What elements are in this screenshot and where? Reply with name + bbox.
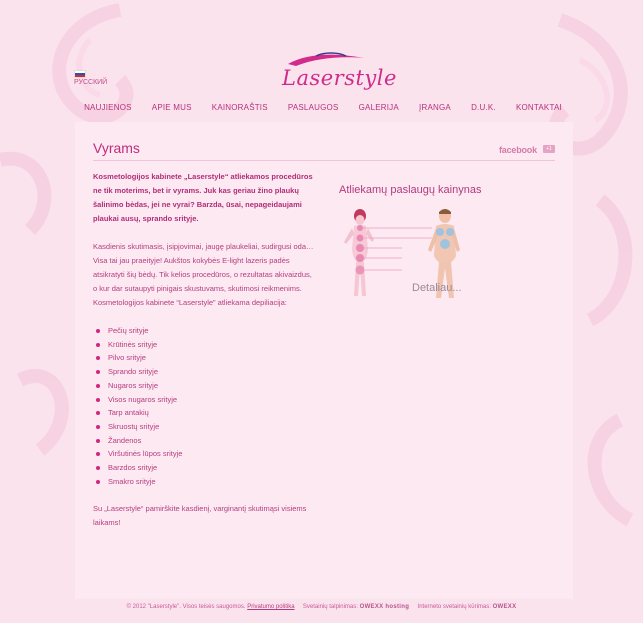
list-item: Smakro srityje (107, 475, 317, 489)
facebook-link[interactable]: facebook (499, 145, 537, 155)
russian-flag-icon (74, 70, 86, 78)
article-body (93, 170, 317, 544)
title-divider (93, 160, 555, 161)
nav-item-kontaktai[interactable]: KONTAKTAI (515, 103, 562, 112)
copyright-text: © 2012 "Laserstyle". Visos teisės saugomos. (126, 604, 246, 610)
list-item: Visos nugaros srityje (107, 393, 317, 407)
female-figure (344, 209, 374, 296)
list-item: Pečių srityje (107, 324, 317, 338)
body-paragraph: Kasdienis skutimasis, įsipjovimai, įaugę plaukeliai, sudirgusi oda… Visa tai jau praeityje! Aukštos kokybės E-light lazeris padės atsikratyti šių bėdų. Tik kelios procedūros, o rezultatas akivaizdus, o kur dar sutaupyti pinigais skustuvams, skutimosi reikmenims. Kosmetologijos kabinete “Laserstyle” atliekama depiliacija: (93, 242, 314, 307)
main-navigation (74, 103, 572, 119)
site-logo[interactable] (276, 52, 397, 92)
page-title: Vyrams (93, 140, 140, 156)
hosting-brand-link[interactable]: OWEXX hosting (359, 604, 410, 610)
list-item: Viršutinės lūpos srityje (107, 447, 317, 461)
nav-item-duk[interactable]: D.U.K. (471, 103, 496, 112)
price-list-heading: Atliekamų paslaugų kainynas (339, 184, 482, 196)
content-panel (75, 122, 573, 599)
list-item: Sprando srityje (107, 365, 317, 379)
list-item: Tarp antakių (107, 406, 317, 420)
facebook-like-button[interactable]: +1 (543, 145, 555, 153)
nav-item-paslaugos[interactable]: PASLAUGOS (287, 103, 339, 112)
services-list (93, 324, 317, 488)
logo-text: Laserstyle (282, 66, 397, 90)
list-item: Nugaros srityje (107, 379, 317, 393)
list-item: Krūtinės srityje (107, 338, 317, 352)
details-link[interactable]: Detaliau... (412, 282, 462, 294)
creation-brand-link[interactable]: OWEXX (492, 604, 517, 610)
lead-paragraph: Kosmetologijos kabinete „Laserstyle“ atliekamos procedūros ne tik moterims, bet ir vyrams. Juk kas geriau žino plaukų šalinimo bėdas, jei ne vyrai? Barzda, ūsai, nepageidaujami plaukai ausų, sprando srityje. (93, 172, 313, 223)
list-item: Barzdos srityje (107, 461, 317, 475)
creation-label: Interneto svetainių kūrimas: (417, 604, 491, 610)
privacy-policy-link[interactable]: Privatumo politika (247, 604, 295, 610)
list-item: Pilvo srityje (107, 351, 317, 365)
list-item: Skruostų srityje (107, 420, 317, 434)
nav-item-galerija[interactable]: GALERIJA (358, 103, 399, 112)
nav-item-kainorastis[interactable]: KAINORAŠTIS (211, 103, 268, 112)
list-item: Žandenos (107, 434, 317, 448)
nav-item-apie-mus[interactable]: APIE MUS (151, 103, 192, 112)
language-switch[interactable] (74, 70, 107, 86)
language-label: РУССКИЙ (74, 79, 108, 86)
nav-item-naujienos[interactable]: NAUJIENOS (84, 103, 132, 112)
hosting-label: Svetainių talpinimas: (302, 604, 358, 610)
closing-paragraph: Su „Laserstyle“ pamirškite kasdienį, varginantį skutimąsi visiems laikams! (93, 504, 307, 528)
footer (0, 604, 643, 610)
nav-item-iranga[interactable]: ĮRANGA (419, 103, 451, 112)
